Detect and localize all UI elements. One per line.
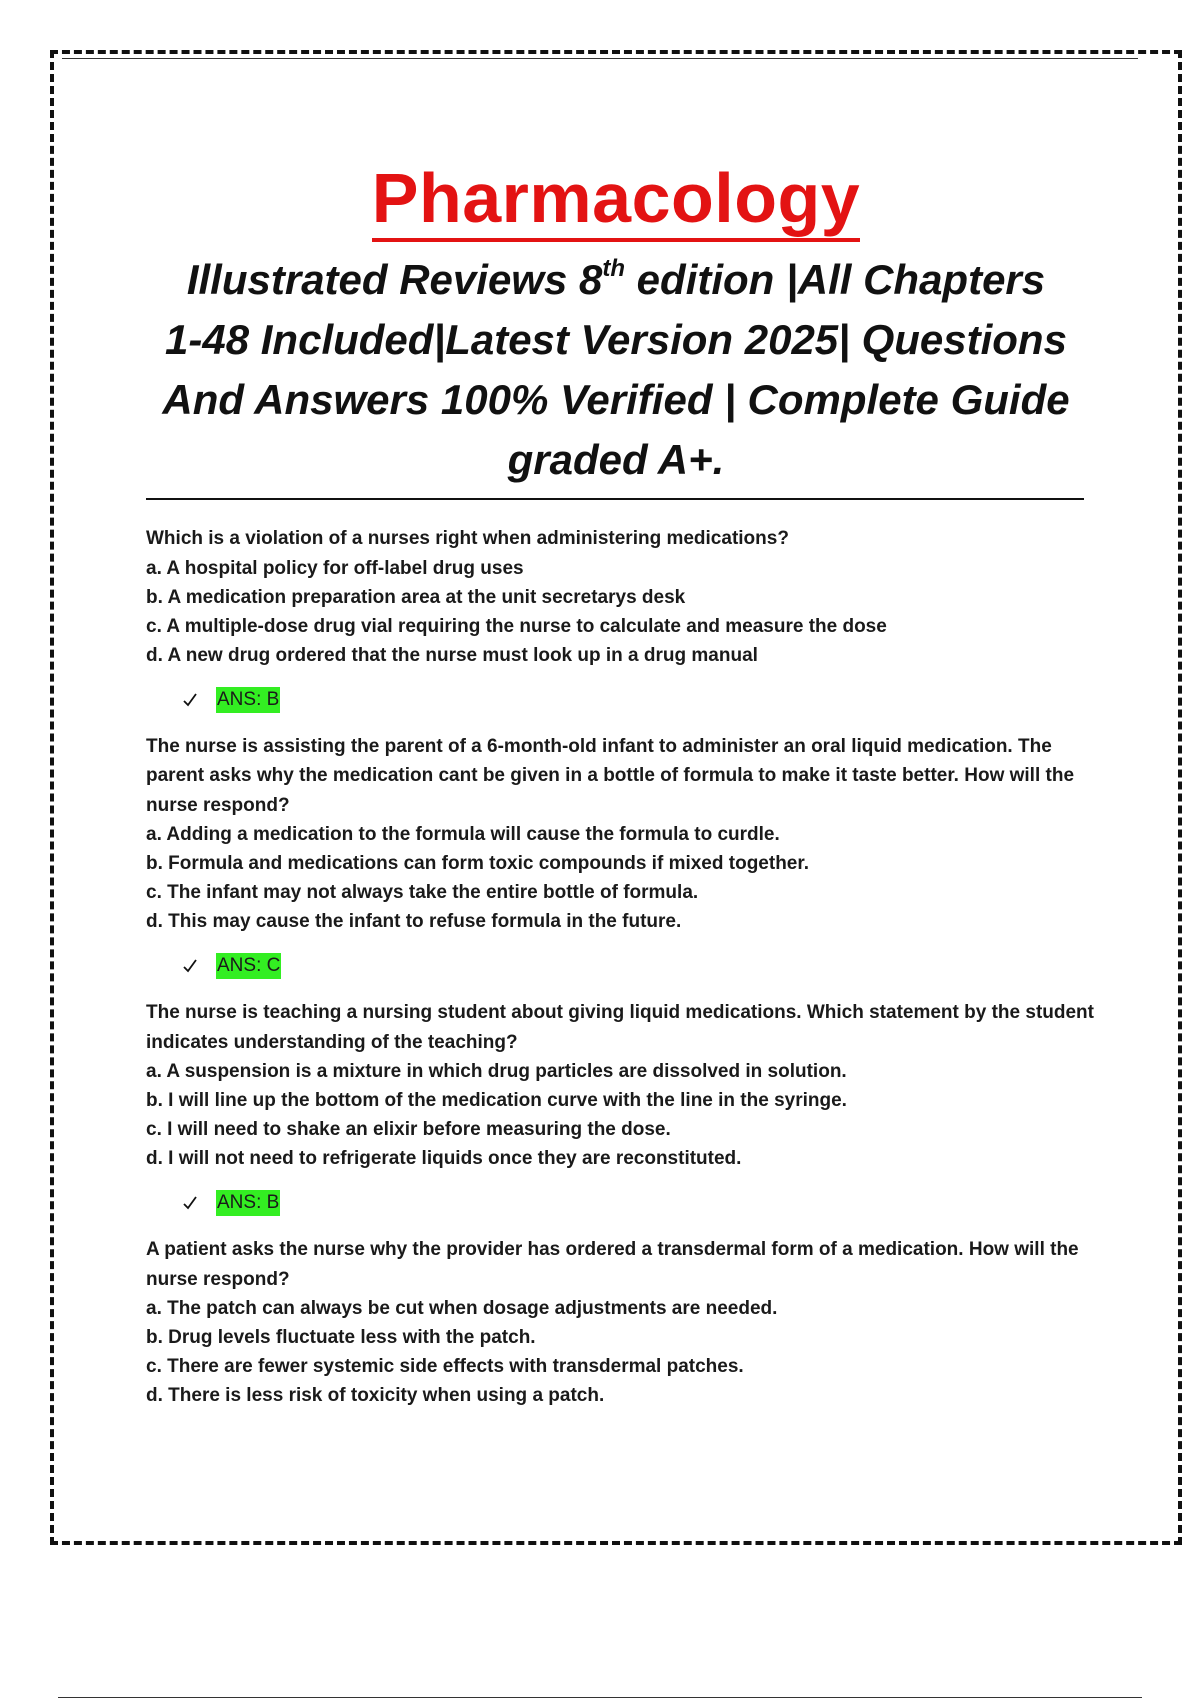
subtitle-line-3: And Answers 100% Verified | Complete Guide bbox=[162, 376, 1070, 423]
questions-list bbox=[146, 524, 1106, 1410]
title-divider bbox=[146, 498, 1084, 500]
check-icon bbox=[182, 958, 198, 974]
option-d: d. A new drug ordered that the nurse must look up in a drug manual bbox=[146, 644, 758, 666]
subtitle-line-1-text: Illustrated Reviews 8 bbox=[186, 256, 603, 303]
options-list bbox=[146, 1294, 1106, 1410]
option-b: b. Drug levels fluctuate less with the patch. bbox=[146, 1327, 536, 1348]
title-block bbox=[80, 158, 1152, 490]
answer-row bbox=[182, 1187, 1106, 1219]
answer-row bbox=[182, 950, 1106, 982]
question-4 bbox=[146, 1235, 1106, 1410]
option-b: b. I will line up the bottom of the medication curve with the line in the syringe. bbox=[146, 1090, 847, 1111]
check-icon bbox=[182, 1195, 198, 1211]
question-2 bbox=[146, 732, 1106, 983]
option-d: d. This may cause the infant to refuse formula in the future. bbox=[146, 911, 682, 932]
frame-inner-line bbox=[62, 58, 1138, 59]
document-title: Pharmacology bbox=[372, 158, 860, 242]
answer-badge: ANS: C bbox=[216, 953, 281, 979]
question-1 bbox=[146, 524, 1106, 716]
options-list bbox=[146, 554, 1106, 670]
option-d: d. There is less risk of toxicity when using a patch. bbox=[146, 1385, 605, 1406]
document-subtitle bbox=[80, 250, 1152, 490]
option-a: a. A hospital policy for off-label drug uses bbox=[146, 557, 524, 579]
option-c: c. I will need to shake an elixir before measuring the dose. bbox=[146, 1119, 671, 1140]
question-text: The nurse is assisting the parent of a 6-month-old infant to administer an oral liquid medication. The parent asks why the medication cant be given in a bottle of formula to make it taste better. How will the nurse respond? bbox=[146, 735, 1075, 816]
check-icon bbox=[182, 692, 198, 708]
option-c: c. There are fewer systemic side effects with transdermal patches. bbox=[146, 1356, 744, 1377]
answer-row bbox=[182, 684, 1106, 716]
question-text: Which is a violation of a nurses right when administering medications? bbox=[146, 528, 789, 549]
question-3 bbox=[146, 998, 1106, 1219]
option-c: c. A multiple-dose drug vial requiring the nurse to calculate and measure the dose bbox=[146, 615, 887, 637]
footer-line bbox=[58, 1697, 1142, 1698]
option-b: b. Formula and medications can form toxic compounds if mixed together. bbox=[146, 853, 809, 874]
options-list bbox=[146, 1057, 1106, 1173]
option-d: d. I will not need to refrigerate liquids once they are reconstituted. bbox=[146, 1148, 742, 1169]
option-a: a. The patch can always be cut when dosage adjustments are needed. bbox=[146, 1298, 778, 1319]
option-c: c. The infant may not always take the entire bottle of formula. bbox=[146, 882, 699, 903]
subtitle-line-1-rest: edition |All Chapters bbox=[625, 256, 1046, 303]
subtitle-superscript: th bbox=[602, 255, 626, 282]
subtitle-line-2: 1-48 Included|Latest Version 2025| Questions bbox=[165, 316, 1067, 363]
question-text: A patient asks the nurse why the provider has ordered a transdermal form of a medication. How will the nurse respond? bbox=[146, 1239, 1079, 1290]
option-a: a. A suspension is a mixture in which drug particles are dissolved in solution. bbox=[146, 1061, 847, 1082]
answer-badge: ANS: B bbox=[216, 687, 280, 713]
answer-badge: ANS: B bbox=[216, 1190, 280, 1216]
subtitle-line-4: graded A+. bbox=[507, 436, 725, 483]
question-text: The nurse is teaching a nursing student about giving liquid medications. Which statement by the student indicates understanding of the teaching? bbox=[146, 1002, 1094, 1053]
options-list bbox=[146, 820, 1106, 936]
option-a: a. Adding a medication to the formula will cause the formula to curdle. bbox=[146, 824, 780, 845]
subtitle-line-1 bbox=[80, 250, 1152, 310]
option-b: b. A medication preparation area at the unit secretarys desk bbox=[146, 586, 686, 608]
